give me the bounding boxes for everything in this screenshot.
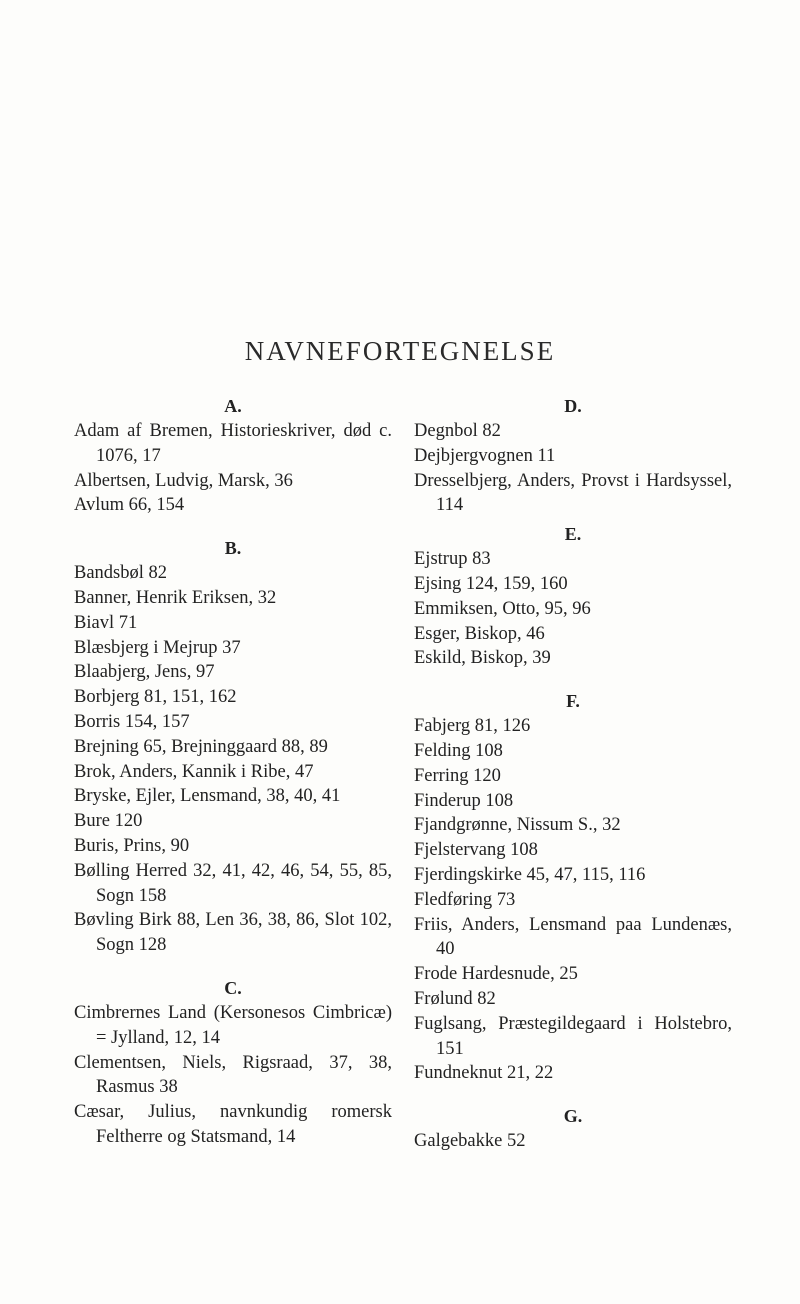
index-entry: Degnbol 82 bbox=[414, 421, 501, 441]
index-entry: Fjelstervang 108 bbox=[414, 840, 538, 861]
index-entry: Fuglsang, Præstegildegaard i Holstebro, 151 bbox=[414, 1013, 732, 1059]
index-entry: Ejsing 124, 159, 160 bbox=[414, 573, 568, 594]
section-heading-a: A. bbox=[224, 396, 242, 416]
index-entry: Friis, Anders, Lensmand paa Lundenæs, 40 bbox=[414, 914, 732, 960]
index-entry: Clementsen, Niels, Rigsraad, 37, 38, Rasmus 38 bbox=[74, 1052, 392, 1098]
index-entry: Fjerdingskirke 45, 47, 115, 116 bbox=[414, 864, 646, 885]
index-entry: Eskild, Biskop, 39 bbox=[414, 648, 551, 669]
section-heading-g: G. bbox=[563, 1106, 583, 1127]
section-heading-f: F. bbox=[566, 691, 580, 712]
section-heading-d: D. bbox=[564, 396, 582, 416]
index-entry: Borbjerg 81, 151, 162 bbox=[74, 687, 237, 708]
index-entry: Finderup 108 bbox=[414, 790, 514, 811]
index-entry: Cæsar, Julius, navnkundig romersk Feltherre og Statsmand, 14 bbox=[74, 1102, 392, 1147]
index-entry: Adam af Bremen, Historieskriver, død c. 1076, 17 bbox=[74, 421, 392, 466]
index-entry: Avlum 66, 154 bbox=[74, 495, 185, 516]
index-entry: Biavl 71 bbox=[74, 612, 138, 633]
index-entry: Emmiksen, Otto, 95, 96 bbox=[414, 598, 591, 619]
section-heading-b: B. bbox=[224, 538, 242, 559]
index-entry: Galgebakke 52 bbox=[414, 1131, 526, 1152]
index-entry: Ejstrup 83 bbox=[414, 549, 491, 570]
index-entry: Blaabjerg, Jens, 97 bbox=[74, 662, 215, 683]
right-column bbox=[414, 394, 732, 1154]
index-entry: Blæsbjerg i Mejrup 37 bbox=[74, 637, 241, 658]
page-title: NAVNEFORTEGNELSE bbox=[244, 336, 556, 366]
index-entry: Fabjerg 81, 126 bbox=[414, 716, 531, 737]
index-entry: Frølund 82 bbox=[414, 988, 496, 1009]
index-entry: Borris 154, 157 bbox=[74, 711, 190, 732]
index-entry: Bølling Herred 32, 41, 42, 46, 54, 55, 85, Sogn 158 bbox=[74, 860, 392, 906]
index-entry: Bure 120 bbox=[74, 811, 143, 832]
index-entry: Cimbrernes Land (Kersonesos Cimbricæ) = Jylland, 12, 14 bbox=[74, 1002, 392, 1048]
index-entry: Dresselbjerg, Anders, Provst i Hardsyssel, 114 bbox=[414, 470, 732, 516]
index-entry: Felding 108 bbox=[414, 740, 503, 761]
index-entry: Brejning 65, Brejninggaard 88, 89 bbox=[74, 736, 328, 757]
index-entry: Bandsbøl 82 bbox=[74, 563, 168, 584]
index-entry: Fledføring 73 bbox=[414, 889, 516, 910]
index-entry: Fundneknut 21, 22 bbox=[414, 1063, 554, 1084]
index-entry: Frode Hardesnude, 25 bbox=[414, 964, 578, 985]
index-entry: Bryske, Ejler, Lensmand, 38, 40, 41 bbox=[74, 786, 341, 807]
left-column bbox=[74, 394, 392, 1150]
index-entry: Dejbjergvognen 11 bbox=[414, 445, 556, 466]
index-entry: Fjandgrønne, Nissum S., 32 bbox=[414, 815, 621, 836]
index-entry: Brok, Anders, Kannik i Ribe, 47 bbox=[74, 761, 314, 782]
section-heading-e: E. bbox=[564, 524, 582, 545]
index-entry: Bøvling Birk 88, Len 36, 38, 86, Slot 102, Sogn 128 bbox=[74, 910, 392, 956]
index-entry: Buris, Prins, 90 bbox=[74, 835, 190, 856]
section-heading-c: C. bbox=[224, 977, 242, 998]
index-entry: Banner, Henrik Eriksen, 32 bbox=[74, 587, 277, 608]
index-entry: Albertsen, Ludvig, Marsk, 36 bbox=[74, 470, 293, 491]
index-entry: Ferring 120 bbox=[414, 765, 501, 786]
index-entry: Esger, Biskop, 46 bbox=[414, 623, 545, 644]
